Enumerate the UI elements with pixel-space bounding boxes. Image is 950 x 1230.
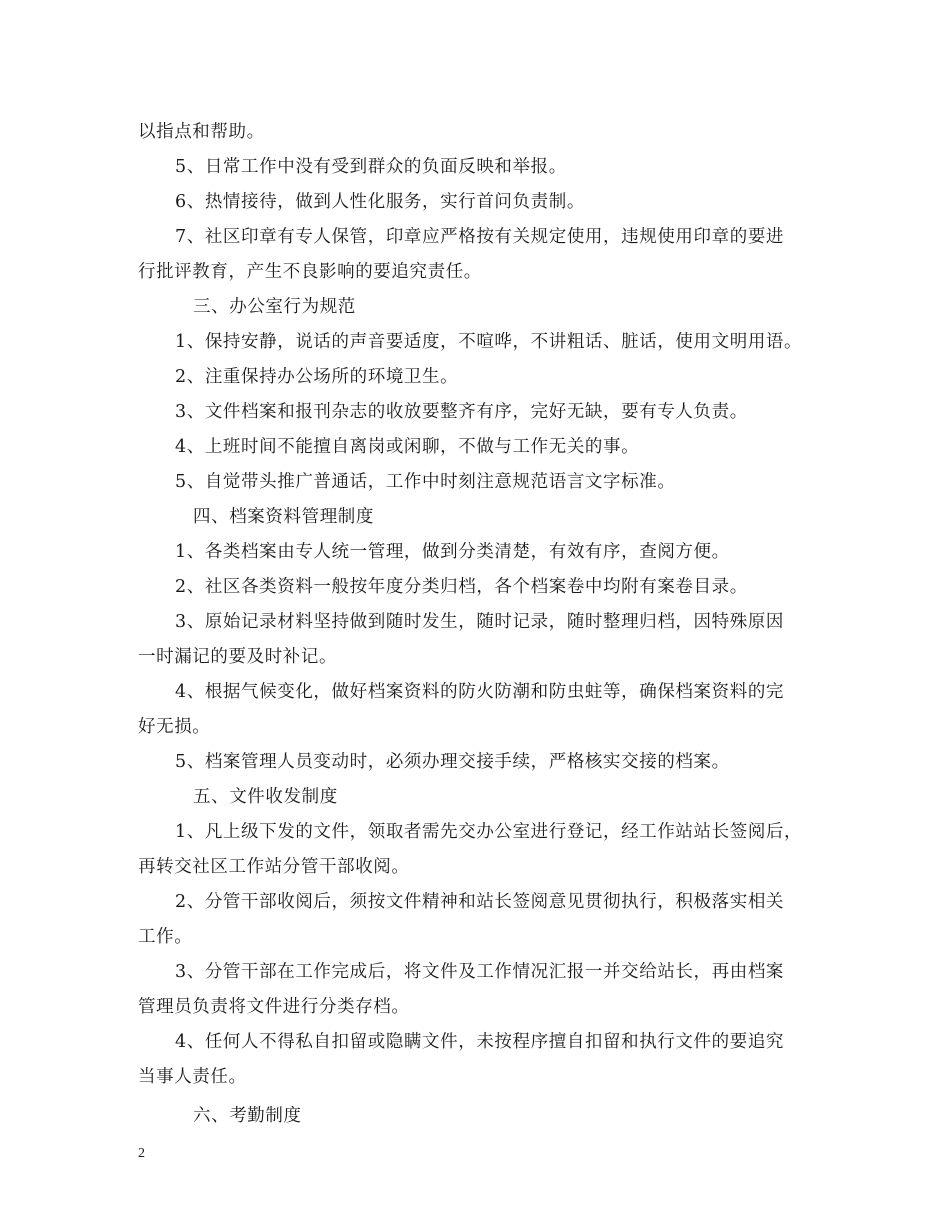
paragraph-line: 3、分管干部在工作完成后，将文件及工作情况汇报一并交给站长，再由档案 bbox=[175, 962, 785, 982]
paragraph-line: 行批评教育，产生不良影响的要追究责任。 bbox=[138, 262, 482, 282]
paragraph-line: 1、保持安静，说话的声音要适度，不喧哗，不讲粗话、脏话，使用文明用语。 bbox=[175, 332, 803, 352]
paragraph-line: 4、根据气候变化，做好档案资料的防火防潮和防虫蛀等，确保档案资料的完 bbox=[175, 682, 785, 702]
paragraph-line: 以指点和帮助。 bbox=[138, 122, 265, 142]
section-heading: 三、办公室行为规范 bbox=[193, 297, 356, 317]
section-heading: 四、档案资料管理制度 bbox=[193, 507, 374, 527]
paragraph-line: 1、各类档案由专人统一管理，做到分类清楚，有效有序，查阅方便。 bbox=[175, 542, 730, 562]
paragraph-line: 一时漏记的要及时补记。 bbox=[138, 647, 338, 667]
paragraph-line: 管理员负责将文件进行分类存档。 bbox=[138, 997, 410, 1017]
paragraph-line: 工作。 bbox=[138, 927, 193, 947]
page-number: 2 bbox=[138, 1146, 145, 1161]
paragraph-line: 3、文件档案和报刊杂志的收放要整齐有序，完好无缺，要有专人负责。 bbox=[175, 402, 748, 422]
paragraph-line: 3、原始记录材料坚持做到随时发生，随时记录，随时整理归档，因特殊原因 bbox=[175, 612, 785, 632]
section-heading: 六、考勤制度 bbox=[193, 1106, 302, 1126]
section-heading: 五、文件收发制度 bbox=[193, 787, 338, 807]
paragraph-line: 好无损。 bbox=[138, 717, 211, 737]
paragraph-line: 5、档案管理人员变动时，必须办理交接手续，严格核实交接的档案。 bbox=[175, 752, 730, 772]
paragraph-line: 2、社区各类资料一般按年度分类归档，各个档案卷中均附有案卷目录。 bbox=[175, 577, 748, 597]
paragraph-line: 5、日常工作中没有受到群众的负面反映和举报。 bbox=[175, 157, 567, 177]
paragraph-line: 1、凡上级下发的文件，领取者需先交办公室进行登记，经工作站站长签阅后， bbox=[175, 822, 803, 842]
document-body bbox=[138, 115, 818, 1134]
paragraph-line: 再转交社区工作站分管干部收阅。 bbox=[138, 857, 410, 877]
paragraph-line: 6、热情接待，做到人性化服务，实行首问负责制。 bbox=[175, 192, 585, 212]
paragraph-line: 当事人责任。 bbox=[138, 1067, 247, 1087]
paragraph-line: 5、自觉带头推广普通话，工作中时刻注意规范语言文字标准。 bbox=[175, 472, 676, 492]
paragraph-line: 4、上班时间不能擅自离岗或闲聊，不做与工作无关的事。 bbox=[175, 437, 640, 457]
paragraph-line: 2、注重保持办公场所的环境卫生。 bbox=[175, 367, 459, 387]
paragraph-line: 4、任何人不得私自扣留或隐瞒文件，未按程序擅自扣留和执行文件的要追究 bbox=[175, 1032, 785, 1052]
paragraph-line: 7、社区印章有专人保管，印章应严格按有关规定使用，违规使用印章的要进 bbox=[175, 227, 785, 247]
paragraph-line: 2、分管干部收阅后，须按文件精神和站长签阅意见贯彻执行，积极落实相关 bbox=[175, 892, 785, 912]
